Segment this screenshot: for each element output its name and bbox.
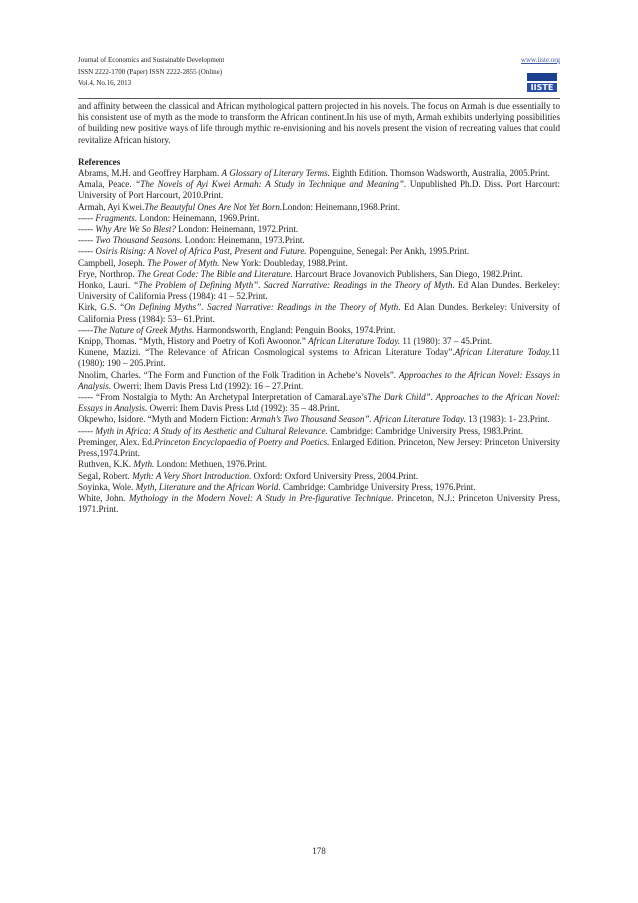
reference-entry xyxy=(78,302,560,324)
reference-text: Campbell, Joseph. xyxy=(78,257,148,268)
reference-text: Harcourt Brace Jovanovich Publishers, San Diego, 1982.Print. xyxy=(292,268,523,279)
reference-text: London: Heinemann, 1973.Print. xyxy=(182,235,305,246)
reference-entry xyxy=(78,213,560,224)
reference-text: White, John. xyxy=(78,492,129,503)
reference-title-italic: The Dark Child”. Approaches to the African Novel: Essays in Analysis. xyxy=(78,392,560,414)
reference-title-italic: The Nature of Greek Myths. xyxy=(93,324,195,335)
reference-text: Popenguine, Senegal: Per Ankh, 1995.Print. xyxy=(306,246,470,257)
reference-text: Knipp, Thomas. “Myth, History and Poetry of Kofi Awoonor.” xyxy=(78,336,309,347)
page-body xyxy=(78,101,560,515)
reference-text: Amala, Peace. xyxy=(78,179,136,190)
issn-line: ISSN 2222-1700 (Paper) ISSN 2222-2855 (Online) xyxy=(78,67,223,76)
body-paragraph: and affinity between the classical and African mythological pattern projected in his novels. The focus on Armah is due essentially to his consistent use of myth as the mode to transform the African continent.In his use of myth, Armah exhibits underlying possibilities of building new positive ways of life through mythic re-envisioning and his novels present the vision of recreating values that could revitalize African history. xyxy=(78,101,560,145)
reference-entry xyxy=(78,336,560,347)
reference-text: Segal, Robert. xyxy=(78,470,133,481)
header-divider xyxy=(78,98,560,99)
reference-text: Soyinka, Wole. xyxy=(78,481,136,492)
reference-title-italic: Approaches to the African Novel: Essays in Analysis. xyxy=(78,369,560,391)
journal-website-link[interactable]: www.iiste.org xyxy=(520,56,560,64)
reference-text: Ed Alan Dundes. Berkeley: University of California Press (1984): 41 – 52.Print. xyxy=(78,280,561,302)
reference-text: Ruthven, K.K. xyxy=(78,459,134,470)
reference-text: 13 (1983): 1- 23.Print. xyxy=(465,414,550,425)
reference-title-italic: Osiris Rising: A Novel of Africa Past, Present and Future. xyxy=(95,246,307,257)
reference-entry xyxy=(78,325,560,336)
reference-title-italic: Mythology in the Modern Novel: A Study in Pre-figurative Technique. xyxy=(128,492,394,503)
reference-text: 11 (1980): 190 – 205.Print. xyxy=(78,347,560,369)
page-header xyxy=(78,55,560,99)
reference-entry xyxy=(78,493,560,515)
reference-entry xyxy=(78,258,560,269)
reference-text: ----- xyxy=(78,235,96,246)
reference-title-italic: The Beautyful Ones Are Not Yet Born. xyxy=(144,201,283,212)
reference-entry xyxy=(78,246,560,257)
reference-text: Cambridge: Cambridge University Press, 1976.Print. xyxy=(280,481,476,492)
reference-text: London: Methuen, 1976.Print. xyxy=(154,459,267,470)
reference-entry xyxy=(78,437,560,459)
reference-title-italic: Armah’s Two Thousand Season”. African Literature Today. xyxy=(250,414,466,425)
reference-list xyxy=(78,168,560,515)
reference-text: Oxford: Oxford University Press, 2004.Print. xyxy=(251,470,419,481)
iiste-logo xyxy=(524,69,560,95)
reference-text: Preminger, Alex. Ed. xyxy=(78,436,155,447)
reference-entry xyxy=(78,269,560,280)
reference-entry xyxy=(78,235,560,246)
reference-text: ----- xyxy=(78,212,96,223)
reference-entry xyxy=(78,168,560,179)
reference-text: Harmondsworth, England: Penguin Books, 1974.Print. xyxy=(194,324,396,335)
reference-entry xyxy=(78,426,560,437)
reference-title-italic: A Glossary of Literary Terms. xyxy=(221,168,330,179)
reference-entry xyxy=(78,280,560,302)
reference-title-italic: Myth in Africa: A Study of its Aesthetic and Cultural Relevance. xyxy=(95,425,328,436)
reference-title-italic: Myth: A Very Short Introduction. xyxy=(132,470,252,481)
reference-title-italic: “The Problem of Defining Myth”. Sacred Narrative: Readings in the Theory of Myth. xyxy=(133,280,455,291)
reference-title-italic: Myth, Literature and the African World. xyxy=(135,481,281,492)
reference-entry xyxy=(78,202,560,213)
reference-text: New York: Doubleday, 1988.Print. xyxy=(219,257,348,268)
reference-entry xyxy=(78,471,560,482)
reference-text: Eighth Edition. Thomson Wadsworth, Australia, 2005.Print. xyxy=(329,168,550,179)
reference-text: Owerri: Ihem Davis Press Ltd (1992): 35 – 48.Print. xyxy=(147,403,340,414)
reference-title-italic: Princeton Encyclopaedia of Poetry and Poetics. xyxy=(154,436,330,447)
reference-text: Okpewho, Isidore. “Myth and Modern Fiction: xyxy=(78,414,251,425)
reference-entry xyxy=(78,370,560,392)
reference-entry xyxy=(78,459,560,470)
reference-text: Abrams, M.H. and Geoffrey Harpham. xyxy=(78,168,222,179)
page-number: 178 xyxy=(312,846,326,856)
reference-entry xyxy=(78,392,560,414)
reference-text: Princeton, N.J.: Princeton University Press, 1971.Print. xyxy=(78,492,560,515)
reference-text: Kunene, Mazizi. “The Relevance of African Cosmological systems to African Literature Today”. xyxy=(78,347,455,358)
reference-entry xyxy=(78,347,560,369)
reference-text: Nnolim, Charles. “The Form and Function of the Folk Tradition in Achebe’s Novels”. xyxy=(78,369,399,380)
reference-text: Owerri: Ihem Davis Press Ltd (1992): 16 – 27.Print. xyxy=(111,380,304,391)
reference-title-italic: African Literature Today. xyxy=(308,336,401,347)
reference-text: . Ed Alan Dundes. Berkeley: University of California Press (1984): 53– 61.Print. xyxy=(78,302,560,324)
reference-entry xyxy=(78,414,560,425)
reference-entry xyxy=(78,179,560,201)
reference-text: 11 (1980): 37 – 45.Print. xyxy=(400,336,493,347)
reference-text: Frye, Northrop. xyxy=(78,268,138,279)
reference-title-italic: The Great Code: The Bible and Literature. xyxy=(137,268,293,279)
references-heading: References xyxy=(78,156,121,167)
reference-title-italic: Why Are We So Blest? xyxy=(95,224,176,235)
reference-text: London: Heinemann, 1972.Print. xyxy=(175,224,299,235)
volume-line: Vol.4, No.16, 2013 xyxy=(78,79,132,87)
reference-text: London: Heinemann, 1969.Print. xyxy=(137,212,260,223)
reference-title-italic: The Power of Myth. xyxy=(147,257,220,268)
reference-text: Cambridge: Cambridge University Press, 1983.Print. xyxy=(327,425,523,436)
journal-name: Journal of Economics and Sustainable Development xyxy=(78,56,225,64)
reference-text: ----- xyxy=(78,246,96,257)
reference-title-italic: On Defining Myths”. Sacred Narrative: Readings in the Theory of Myth xyxy=(124,302,399,313)
logo-lettering: IISTE xyxy=(530,83,554,92)
reference-text: Unpublished Ph.D. Diss. Port Harcourt: University of Port Harcourt, 2010.Print. xyxy=(78,179,561,201)
reference-text: Armah, Ayi Kwei. xyxy=(78,201,145,212)
reference-text: Enlarged Edition. Princeton, New Jersey: Princeton University Press,1974.Print. xyxy=(78,436,560,459)
reference-text: Honko, Lauri. xyxy=(78,280,134,291)
reference-text: ----- xyxy=(78,324,94,335)
reference-title-italic: Two Thousand Seasons. xyxy=(95,235,183,246)
reference-entry xyxy=(78,224,560,235)
reference-title-italic: Myth. xyxy=(133,459,155,470)
reference-text: Kirk, G.S. “ xyxy=(78,302,125,313)
reference-text: ----- xyxy=(78,224,96,235)
reference-title-italic: “The Novels of Ayi Kwei Armah: A Study in Technique and Meaning”. xyxy=(135,179,407,190)
reference-text: ----- “From Nostalgia to Myth: An Archetypal Interpretation of CamaraLaye’s xyxy=(78,392,368,403)
reference-entry xyxy=(78,482,560,493)
reference-text: ----- xyxy=(78,425,96,436)
reference-title-italic: African Literature Today. xyxy=(454,347,552,358)
reference-title-italic: Fragments. xyxy=(95,212,138,223)
reference-text: London: Heinemann,1968.Print. xyxy=(282,201,400,212)
